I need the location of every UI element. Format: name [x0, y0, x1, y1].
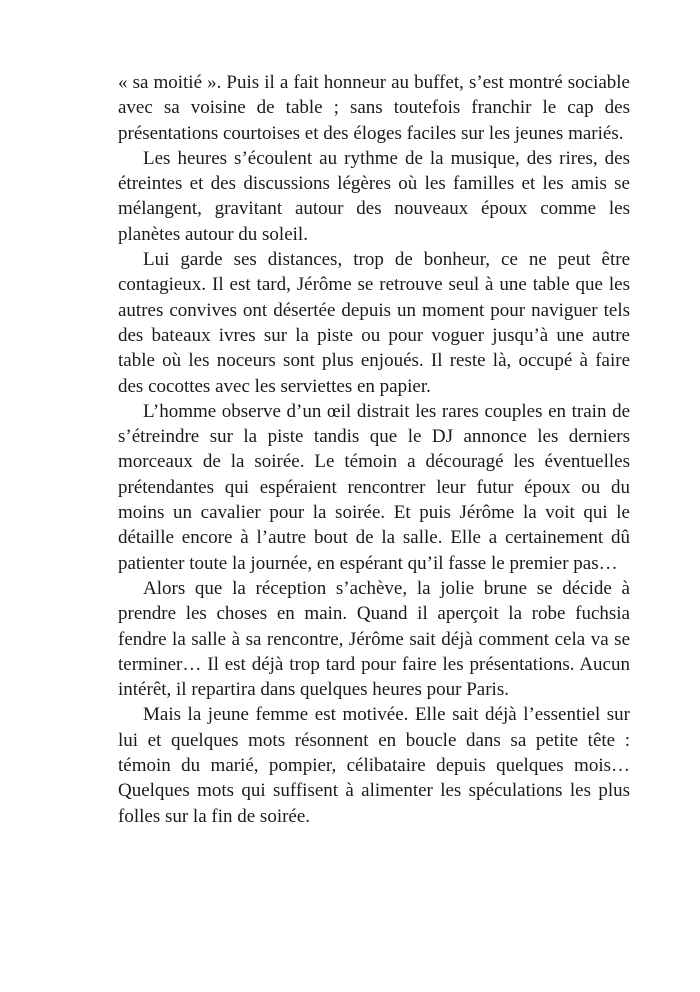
- paragraph: L’homme observe d’un œil distrait les rares couples en train de s’étreindre sur la piste tandis que le DJ annonce les derniers morceaux de la soirée. Le témoin a découragé les éventuelles prétendantes qui espéraient rencontrer leur futur époux ou du moins un cavalier pour la soirée. Et puis Jérôme la voit qui le détaille encore à l’autre bout de la salle. Elle a certainement dû patienter toute la journée, en espérant qu’il fasse le premier pas…: [118, 400, 630, 574]
- book-page-text: [118, 70, 630, 829]
- paragraph: Les heures s’écoulent au rythme de la musique, des rires, des étreintes et des discussions légères où les familles et les amis se mélangent, gravitant autour des nouveaux époux comme les planètes autour du soleil.: [118, 147, 630, 245]
- paragraph: Alors que la réception s’achève, la jolie brune se décide à prendre les choses en main. Quand il aperçoit la robe fuchsia fendre la salle à sa rencontre, Jérôme sait déjà comment cela va se terminer… Il est déjà trop tard pour faire les présentations. Aucun intérêt, il repartira dans quelques heures pour Paris.: [118, 577, 630, 701]
- paragraph: Mais la jeune femme est motivée. Elle sait déjà l’essentiel sur lui et quelques mots résonnent en boucle dans sa petite tête : témoin du marié, pompier, célibataire depuis quelques mois… Quelques mots qui suffisent à alimenter les spéculations les plus folles sur la fin de soirée.: [118, 704, 630, 827]
- paragraph: Lui garde ses distances, trop de bonheur, ce ne peut être contagieux. Il est tard, Jérôme se retrouve seul à une table que les autres convives ont désertée depuis un moment pour naviguer tels des bateaux ivres sur la piste ou pour voguer jusqu’à une autre table où les noceurs sont plus enjoués. Il reste là, occupé à faire des cocottes avec les serviettes en papier.: [118, 249, 630, 397]
- paragraph-continuation: « sa moitié ». Puis il a fait honneur au buffet, s’est montré sociable avec sa voisine de table ; sans toutefois franchir le cap des présentations courtoises et des éloges faciles sur les jeunes mariés.: [118, 72, 630, 144]
